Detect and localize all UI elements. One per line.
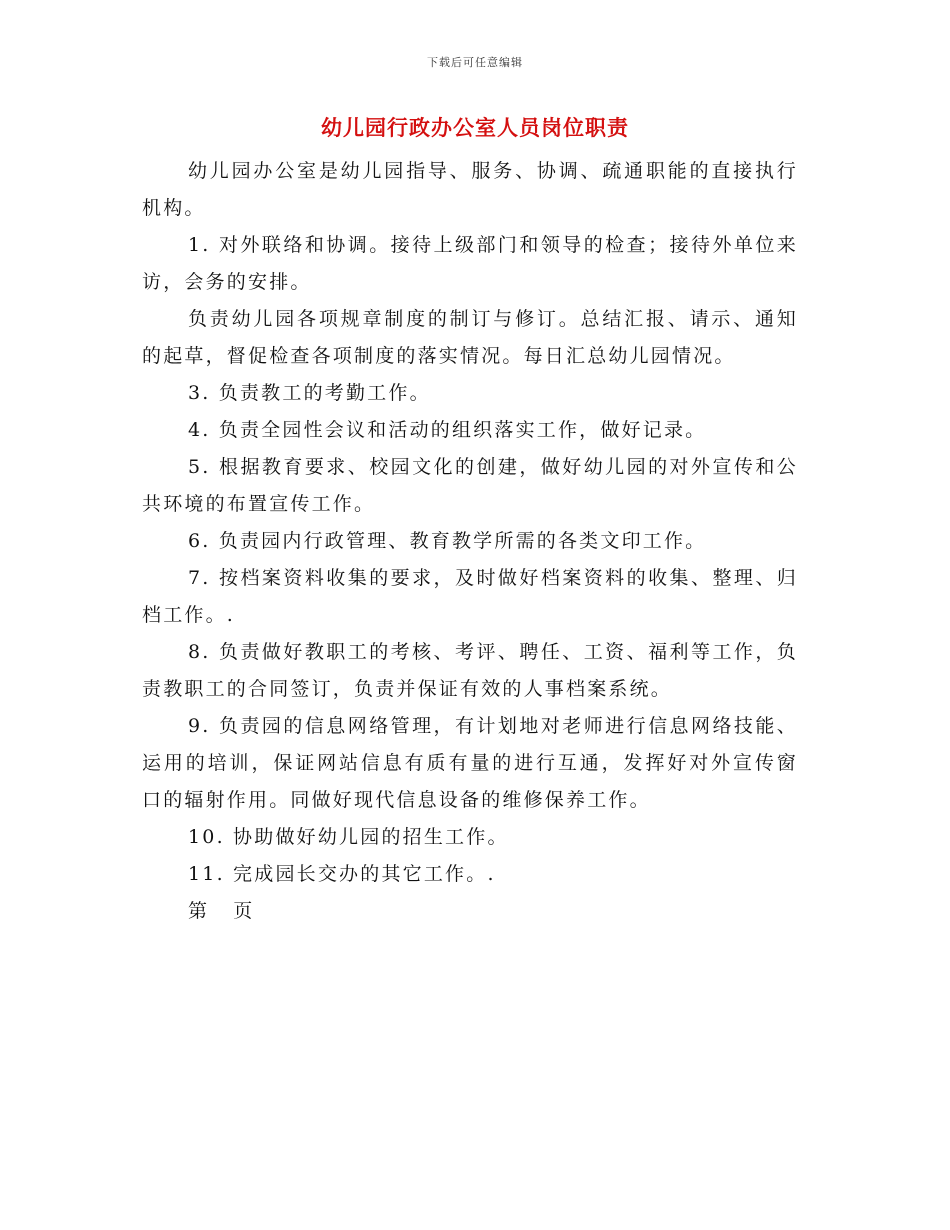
document-title: 幼儿园行政办公室人员岗位职责 bbox=[321, 115, 629, 140]
paragraph-item-2: 负责幼儿园各项规章制度的制订与修订。总结汇报、请示、通知的起草，督促检查各项制度的落实情况。每日汇总幼儿园情况。 bbox=[142, 308, 798, 367]
paragraph-item-4: 4. 负责全园性会议和活动的组织落实工作，做好记录。 bbox=[188, 419, 707, 441]
paragraph-item-7: 7. 按档案资料收集的要求，及时做好档案资料的收集、整理、归档工作。. bbox=[142, 567, 798, 626]
page-footer-di: 第 bbox=[188, 900, 210, 922]
paragraph-item-8: 8. 负责做好教职工的考核、考评、聘任、工资、福利等工作，负责教职工的合同签订，负责并保证有效的人事档案系统。 bbox=[142, 641, 798, 700]
paragraph-item-3: 3. 负责教工的考勤工作。 bbox=[188, 382, 431, 404]
paragraph-item-1: 1. 对外联络和协调。接待上级部门和领导的检查；接待外单位来访，会务的安排。 bbox=[142, 234, 798, 293]
paragraph-item-11: 11. 完成园长交办的其它工作。. bbox=[188, 863, 496, 885]
document-body bbox=[142, 153, 798, 930]
paragraph-item-9: 9. 负责园的信息网络管理，有计划地对老师进行信息网络技能、运用的培训，保证网站信息有质有量的进行互通，发挥好对外宣传窗口的辐射作用。同做好现代信息设备的维修保养工作。 bbox=[142, 715, 798, 811]
page-footer-ye: 页 bbox=[233, 900, 255, 922]
paragraph-item-6: 6. 负责园内行政管理、教育教学所需的各类文印工作。 bbox=[188, 530, 707, 552]
paragraph-item-5: 5. 根据教育要求、校园文化的创建，做好幼儿园的对外宣传和公共环境的布置宣传工作。 bbox=[142, 456, 798, 515]
paragraph-item-10: 10. 协助做好幼儿园的招生工作。 bbox=[188, 826, 509, 848]
page-footer bbox=[142, 893, 798, 930]
header-note: 下载后可任意编辑 bbox=[427, 56, 523, 69]
paragraph-intro: 幼儿园办公室是幼儿园指导、服务、协调、疏通职能的直接执行机构。 bbox=[142, 160, 798, 219]
